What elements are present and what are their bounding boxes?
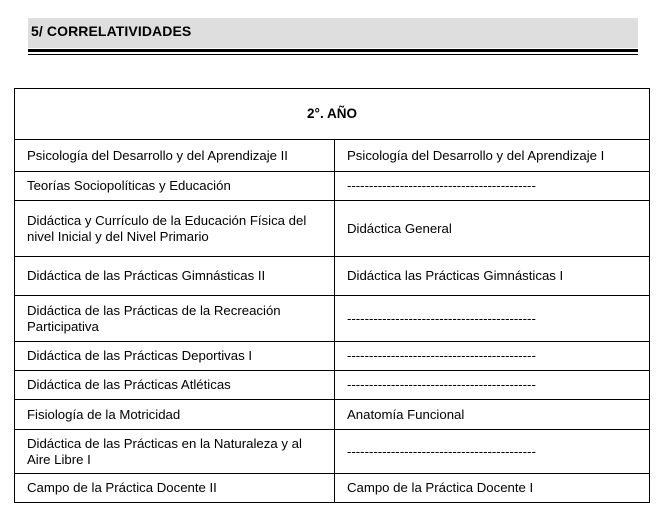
table-row (15, 172, 650, 201)
subject-cell: Teorías Sociopolíticas y Educación (15, 172, 335, 201)
correlatividades-table (14, 88, 650, 503)
table-row (15, 201, 650, 257)
header-rule-thin (28, 54, 638, 55)
subject-cell: Didáctica de las Prácticas Deportivas I (15, 342, 335, 371)
year-heading-row (15, 89, 650, 140)
table-row (15, 296, 650, 342)
subject-cell: Didáctica de las Prácticas de la Recreación Participativa (15, 296, 335, 342)
header-rule-thick (28, 49, 638, 52)
correlative-cell: Psicología del Desarrollo y del Aprendizaje I (335, 140, 650, 172)
table-row (15, 257, 650, 296)
subject-cell: Didáctica y Currículo de la Educación Física del nivel Inicial y del Nivel Primario (15, 201, 335, 257)
correlative-cell: Didáctica las Prácticas Gimnásticas I (335, 257, 650, 296)
subject-cell: Psicología del Desarrollo y del Aprendizaje II (15, 140, 335, 172)
table-row (15, 474, 650, 503)
correlative-cell: ------------------------------------------- (335, 430, 650, 474)
correlative-cell: ------------------------------------------- (335, 172, 650, 201)
subject-cell: Didáctica de las Prácticas en la Naturaleza y al Aire Libre I (15, 430, 335, 474)
correlative-cell: Campo de la Práctica Docente I (335, 474, 650, 503)
section-title: 5/ CORRELATIVIDADES (31, 23, 192, 39)
subject-cell: Campo de la Práctica Docente II (15, 474, 335, 503)
correlative-cell: Didáctica General (335, 201, 650, 257)
table-row (15, 342, 650, 371)
section-header (28, 18, 638, 48)
table-row (15, 140, 650, 172)
subject-cell: Fisiología de la Motricidad (15, 400, 335, 430)
correlative-cell: ------------------------------------------- (335, 342, 650, 371)
table-row (15, 371, 650, 400)
correlative-cell: Anatomía Funcional (335, 400, 650, 430)
year-heading: 2°. AÑO (15, 89, 650, 140)
subject-cell: Didáctica de las Prácticas Gimnásticas II (15, 257, 335, 296)
subject-cell: Didáctica de las Prácticas Atléticas (15, 371, 335, 400)
table-row (15, 400, 650, 430)
correlative-cell: ------------------------------------------- (335, 371, 650, 400)
correlative-cell: ------------------------------------------- (335, 296, 650, 342)
table-row (15, 430, 650, 474)
